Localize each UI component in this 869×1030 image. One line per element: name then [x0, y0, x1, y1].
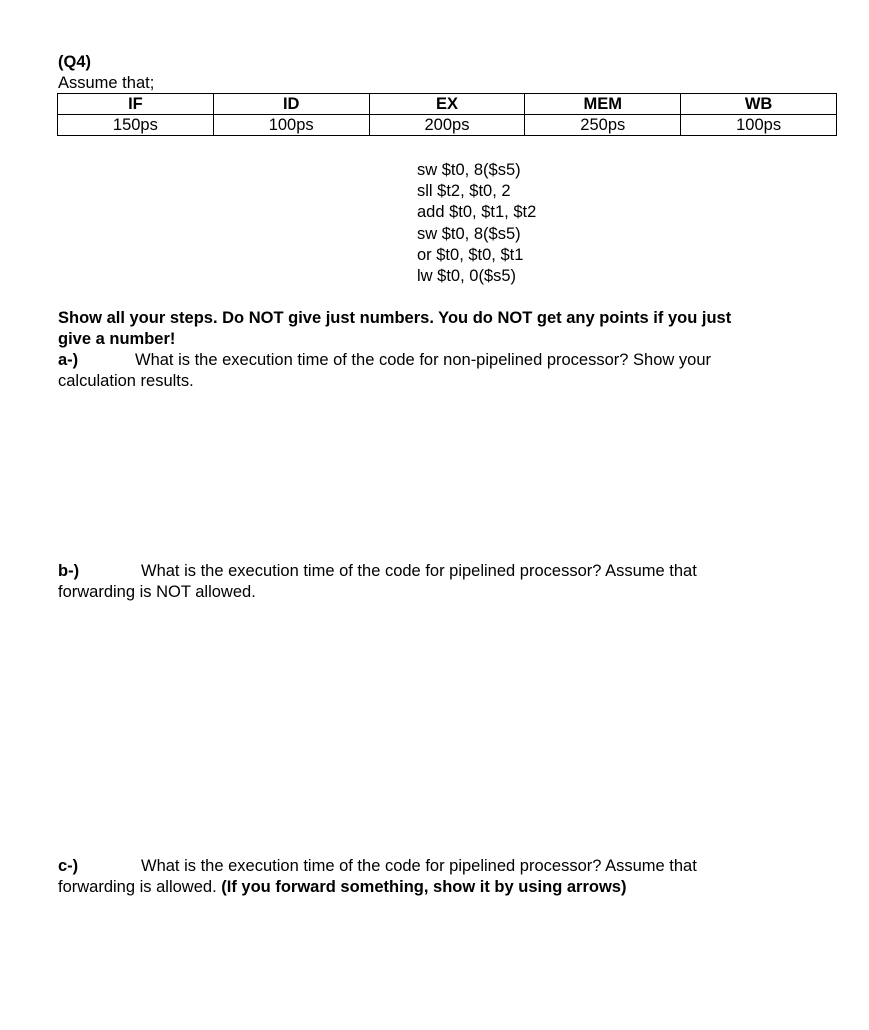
instructions-line: Show all your steps. Do NOT give just numbers. You do NOT get any points if you just: [58, 309, 732, 327]
stage-time-ex: 200ps: [369, 115, 525, 136]
code-line: lw $t0, 0($s5): [417, 267, 517, 286]
part-c-label: c-): [58, 857, 79, 875]
part-c-cont-text: forwarding is allowed.: [58, 878, 217, 896]
part-c-question-cont: [58, 877, 626, 898]
part-a-label: a-): [58, 351, 79, 369]
stage-header-wb: WB: [681, 94, 837, 115]
stage-time-id: 100ps: [213, 115, 369, 136]
question-title: (Q4): [58, 53, 91, 71]
part-b-question-cont: forwarding is NOT allowed.: [58, 583, 256, 601]
assume-text: Assume that;: [58, 74, 155, 92]
stage-time-if: 150ps: [58, 115, 214, 136]
code-line: add $t0, $t1, $t2: [417, 203, 537, 222]
stage-timing-table: [57, 93, 837, 136]
part-c-question: What is the execution time of the code for pipelined processor? Assume that: [141, 857, 697, 875]
part-c-cont-bold: (If you forward something, show it by using arrows): [221, 878, 627, 896]
stage-header-ex: EX: [369, 94, 525, 115]
stage-time-mem: 250ps: [525, 115, 681, 136]
part-a-question: What is the execution time of the code for non-pipelined processor? Show your: [135, 351, 711, 369]
instructions: [58, 308, 731, 350]
code-line: sw $t0, 8($s5): [417, 161, 521, 179]
code-line: sw $t0, 8($s5): [417, 224, 521, 243]
table-header-row: [58, 94, 837, 115]
code-line: sll $t2, $t0, 2: [417, 182, 511, 201]
code-line: or $t0, $t0, $t1: [417, 245, 524, 264]
stage-time-wb: 100ps: [681, 115, 837, 136]
table-row: [58, 115, 837, 136]
part-b-label: b-): [58, 562, 80, 580]
instructions-line: give a number!: [58, 330, 176, 348]
stage-header-mem: MEM: [525, 94, 681, 115]
stage-header-if: IF: [58, 94, 214, 115]
part-a-question-cont: calculation results.: [58, 372, 194, 390]
code-listing: [417, 160, 536, 287]
part-b-question: What is the execution time of the code for pipelined processor? Assume that: [141, 562, 697, 580]
stage-header-id: ID: [213, 94, 369, 115]
